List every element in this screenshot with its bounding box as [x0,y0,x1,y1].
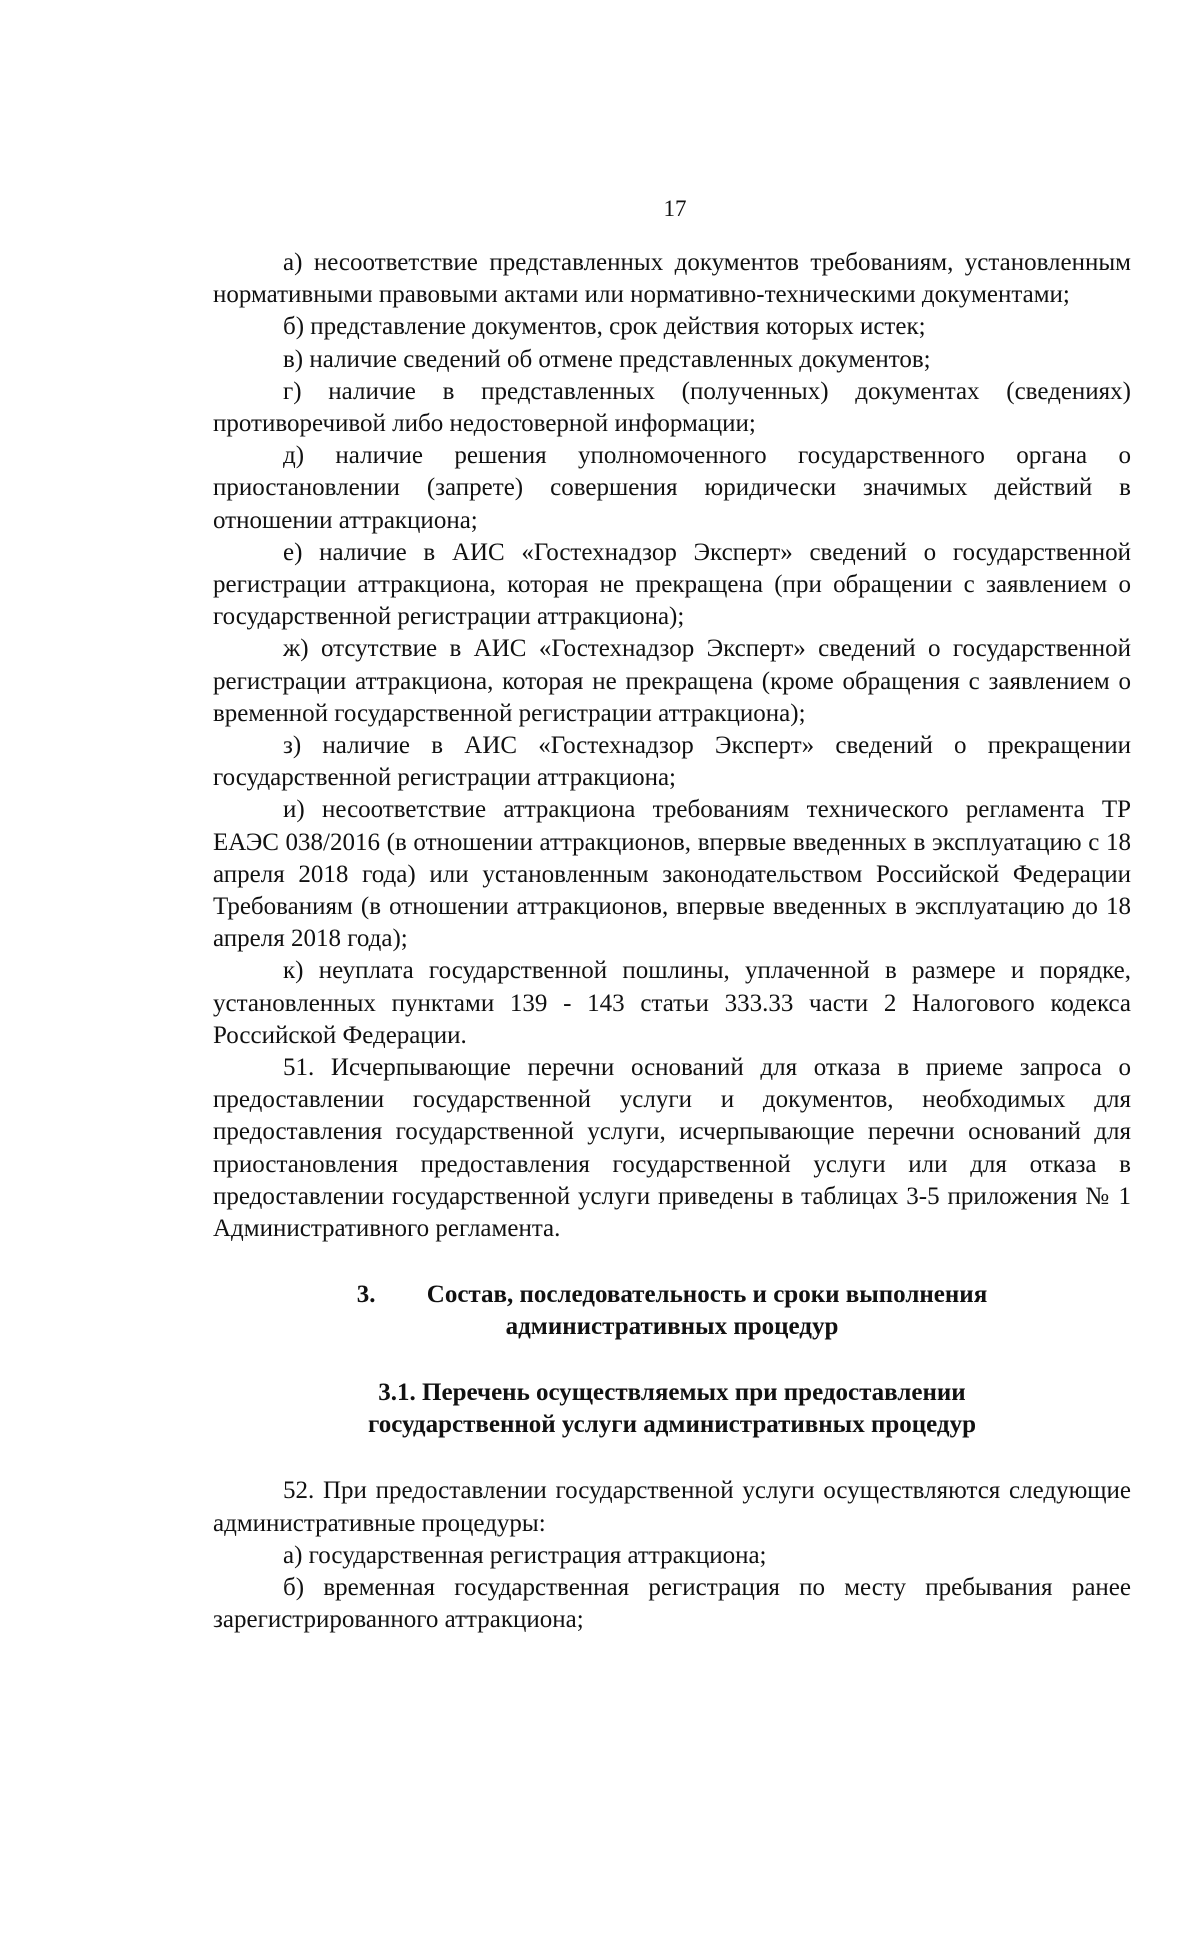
paragraph-item-v: в) наличие сведений об отмене представленных документов; [283,345,931,373]
page-number: 17 [663,196,687,221]
paragraph-item-i: и) несоответствие аттракциона требованиям технического регламента ТР ЕАЭС 038/2016 (в отношении аттракционов, впервые введенных в эксплуатацию с 18 апреля 2018 года) или установленным законодательством Российской Федерации Требованиям (в отношении аттракционов, впервые введенных в эксплуатацию до 18 апреля 2018 года); [213,796,1131,953]
paragraph-item-zh: ж) отсутствие в АИС «Гостехнадзор Эксперт» сведений о государственной регистрации аттракциона, которая не прекращена (кроме обращения с заявлением о временной государственной регистрации аттракциона); [213,635,1131,727]
section-3-number: 3. [356,1281,376,1309]
section-3-title-line1 [213,1279,1131,1311]
paragraph-52-item-a: а) государственная регистрация аттракциона; [283,1541,767,1569]
paragraph-52: 52. При предоставлении государственной услуги осуществляются следующие административные процедуры: [213,1477,1131,1537]
paragraph-52-item-b: б) временная государственная регистрация по месту пребывания ранее зарегистрированного аттракциона; [213,1573,1131,1634]
section-3-1-title-line2: государственной услуги административных процедур [368,1411,976,1439]
paragraph-item-k: к) неуплата государственной пошлины, уплаченной в размере и порядке, установленных пунктами 139 - 143 статьи 333.33 части 2 Налогового кодекса Российской Федерации. [213,957,1131,1049]
document-body [213,247,1131,1636]
paragraph-item-z: з) наличие в АИС «Гостехнадзор Эксперт» сведений о прекращении государственной регистрации аттракциона; [213,732,1131,792]
paragraph-item-b: б) представление документов, срок действия которых истек; [283,313,926,341]
paragraph-item-d: д) наличие решения уполномоченного государственного органа о приостановлении (запрете) совершения юридически значимых действий в отношении аттракциона; [213,442,1131,534]
paragraph-item-a: а) несоответствие представленных документов требованиям, установленным нормативными правовыми актами или нормативно-техническими документами; [213,249,1131,309]
section-3-heading [213,1279,1131,1343]
paragraph-item-g: г) наличие в представленных (полученных) документах (сведениях) противоречивой либо недостоверной информации; [213,377,1131,438]
paragraph-51: 51. Исчерпывающие перечни оснований для отказа в приеме запроса о предоставлении государственной услуги и документов, необходимых для предоставления государственной услуги, исчерпывающие перечни оснований для приостановления предоставления государственной услуги или для отказа в предоставлении государственной услуги приведены в таблицах 3-5 приложения № 1 Административного регламента. [213,1054,1131,1243]
section-3-1-title-line1: 3.1. Перечень осуществляемых при предоставлении [378,1379,966,1407]
paragraph-item-e: е) наличие в АИС «Гостехнадзор Эксперт» сведений о государственной регистрации аттракциона, которая не прекращена (при обращении с заявлением о государственной регистрации аттракциона); [213,538,1131,631]
section-3-title-line2: административных процедур [505,1313,839,1341]
section-3-title-text: Состав, последовательность и сроки выполнения [426,1281,988,1309]
section-3-1-heading [213,1377,1131,1441]
